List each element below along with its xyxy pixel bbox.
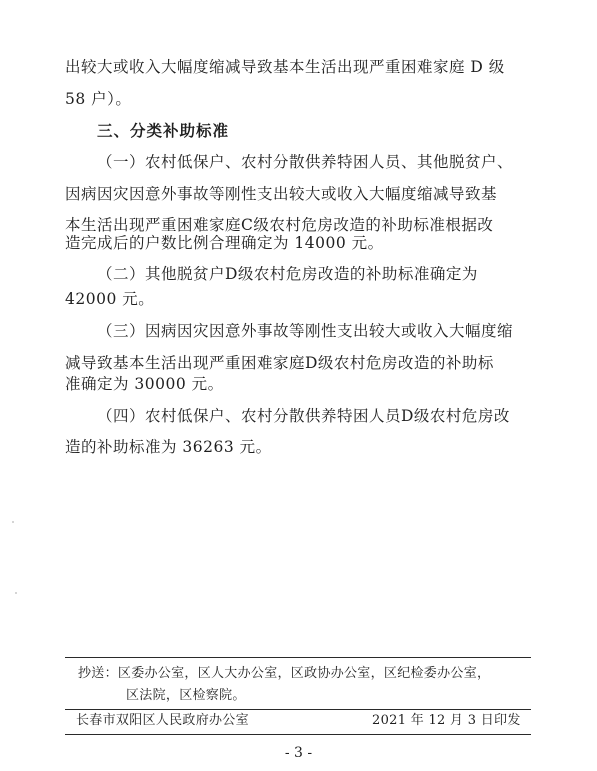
paragraph-3-line: （三）因病因灾因意外事故等刚性支出较大或收入大幅度缩 [97,322,514,340]
paragraph-2-line: （二）其他脱贫户D级农村危房改造的补助标准确定为 [97,265,478,283]
paragraph-1-line: 因病因灾因意外事故等刚性支出较大或收入大幅度缩减导致基 [65,185,498,203]
paragraph-4-line: （四）农村低保户、农村分散供养特困人员D级农村危房改 [97,407,510,425]
paragraph-4-line: 造的补助标准为 36263 元。 [65,438,272,456]
issue-date: 2021 年 12 月 3 日印发 [372,713,521,728]
footer-middle-rule [65,709,531,710]
paragraph-1-line: （一）农村低保户、农村分散供养特困人员、其他脱贫户、 [97,153,514,171]
paragraph-3-line: 减导致基本生活出现严重困难家庭D级农村危房改造的补助标 [65,354,494,372]
footer-top-rule [65,657,531,658]
issuer-name: 长春市双阳区人民政府办公室 [76,713,249,728]
page-number: - 3 - [284,745,313,761]
footer-bottom-rule [65,734,531,735]
cc-line: 区法院，区检察院。 [126,688,246,703]
body-line: 58 户）。 [65,90,132,108]
scan-speck [15,592,17,594]
paragraph-2-line: 42000 元。 [65,290,155,308]
paragraph-3-line: 准确定为 30000 元。 [65,375,224,393]
section-heading: 三、分类补助标准 [97,122,230,140]
paragraph-1-line: 造完成后的户数比例合理确定为 14000 元。 [65,234,384,252]
paragraph-1-line: 本生活出现严重困难家庭C级农村危房改造的补助标准根据改 [65,216,494,234]
cc-line: 抄送：区委办公室，区人大办公室，区政协办公室，区纪检委办公室， [78,666,491,681]
body-line: 出较大或收入大幅度缩减导致基本生活出现严重困难家庭 D 级 [65,58,505,76]
scan-speck [12,521,14,523]
